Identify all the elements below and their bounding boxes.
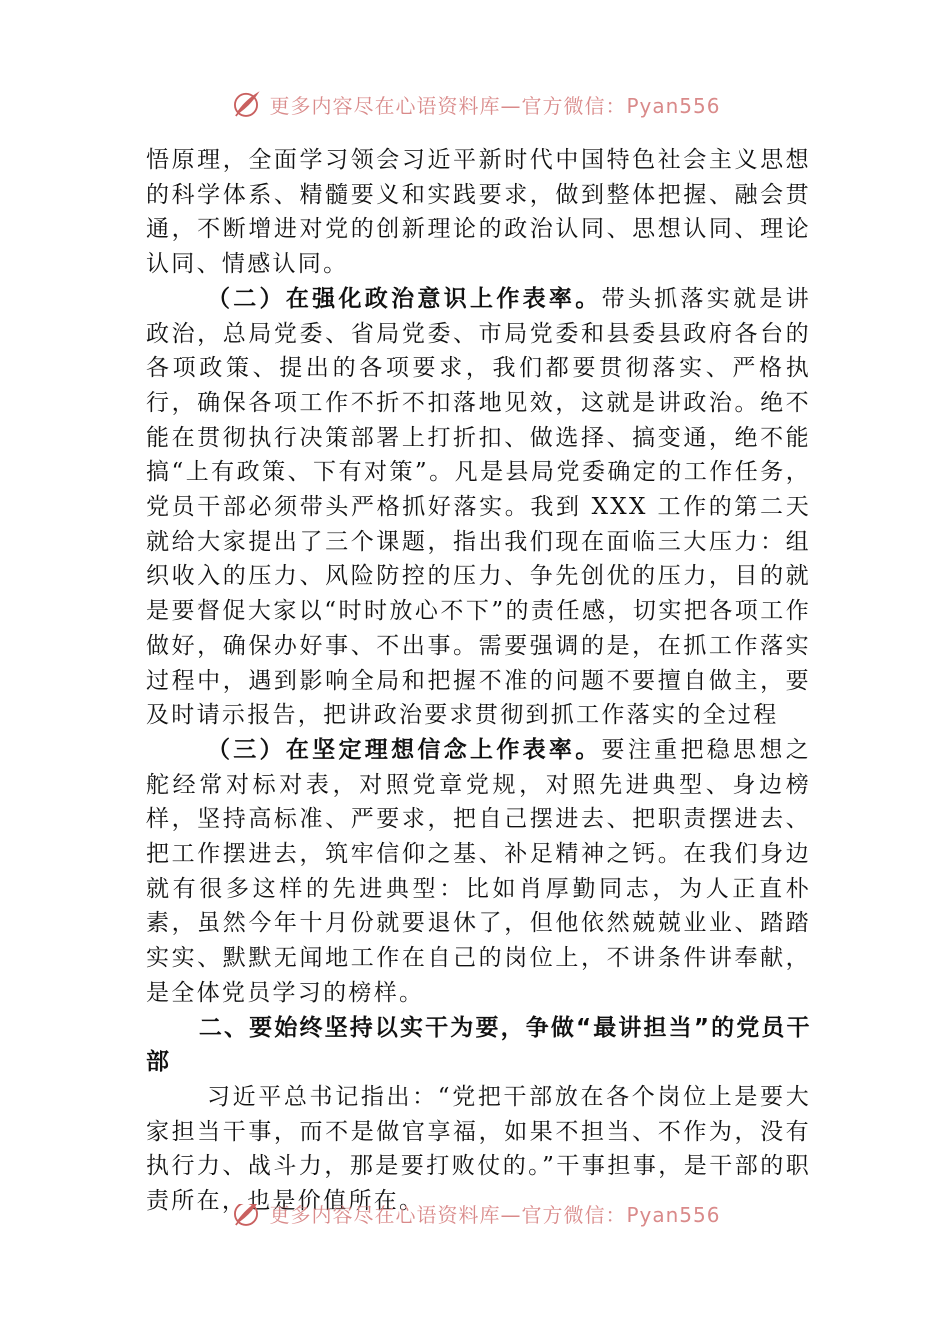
watermark-inner-footer bbox=[229, 1204, 720, 1230]
watermark-text-footer: 更多内容尽在心语资料库—官方微信：Pyan556 bbox=[269, 1204, 721, 1227]
paragraph-3-body: 要注重把稳思想之舵经常对标对表，对照党章党规，对照先进典型、身边榜样，坚持高标准、严要求，把自己摆进去、把职责摆进去、把工作摆进去，筑牢信仰之基、补足精神之钙。在我们身边就有很多这样的先进典型：比如肖厚勤同志，为人正直朴素，虽然今年十月份就要退休了，但他依然兢兢业业、踏踏实实、默默无闻地工作在自己的岗位上，不讲条件讲奉献，是全体党员学习的榜样。 bbox=[146, 736, 811, 1006]
paragraph-2 bbox=[146, 282, 811, 733]
subheading-3: （三）在坚定理想信念上作表率。 bbox=[206, 735, 602, 763]
subheading-2: （二）在强化政治意识上作表率。 bbox=[206, 284, 602, 312]
feather-pen-logo-icon bbox=[229, 1204, 263, 1230]
watermark-header bbox=[0, 84, 950, 124]
section-heading-2: 二、要始终坚持以实干为要，争做“最讲担当”的党员干部 bbox=[146, 1014, 811, 1076]
paragraph-3 bbox=[146, 733, 811, 1011]
feather-pen-logo-icon bbox=[229, 87, 263, 121]
watermark-footer bbox=[0, 1204, 950, 1238]
paragraph-4: 习近平总书记指出：“党把干部放在各个岗位上是要大家担当干事，而不是做官享福，如果不担当、不作为，没有执行力、战斗力，那是要打败仗的。”干事担事，是干部的职责所在，也是价值所在。 bbox=[146, 1083, 811, 1215]
paragraph-2-body: 带头抓落实就是讲政治，总局党委、省局党委、市局党委和县委县政府各台的各项政策、提出的各项要求，我们都要贯彻落实、严格执行，确保各项工作不折不扣落地见效，这就是讲政治。绝不能在贯彻执行决策部署上打折扣、做选择、搞变通，绝不能搞“上有政策、下有对策”。凡是县局党委确定的工作任务，党员干部必须带头严格抓好落实。我到 XXX 工作的第二天就给大家提出了三个课题，指出我们现在面临三大压力：组织收入的压力、风险防控的压力、争先创优的压力，目的就是要督促大家以“时时放心不下”的责任感，切实把各项工作做好，确保办好事、不出事。需要强调的是，在抓工作落实过程中，遇到影响全局和把握不准的问题不要擅自做主，要及时请示报告，把讲政治要求贯彻到抓工作落实的全过程 bbox=[146, 285, 811, 729]
paragraph-1: 悟原理，全面学习领会习近平新时代中国特色社会主义思想的科学体系、精髓要义和实践要求，做到整体把握、融会贯通，不断增进对党的创新理论的政治认同、思想认同、理论认同、情感认同。 bbox=[146, 147, 811, 278]
watermark-inner bbox=[229, 87, 720, 121]
watermark-text: 更多内容尽在心语资料库—官方微信：Pyan556 bbox=[269, 93, 721, 118]
document-body bbox=[146, 143, 811, 1219]
